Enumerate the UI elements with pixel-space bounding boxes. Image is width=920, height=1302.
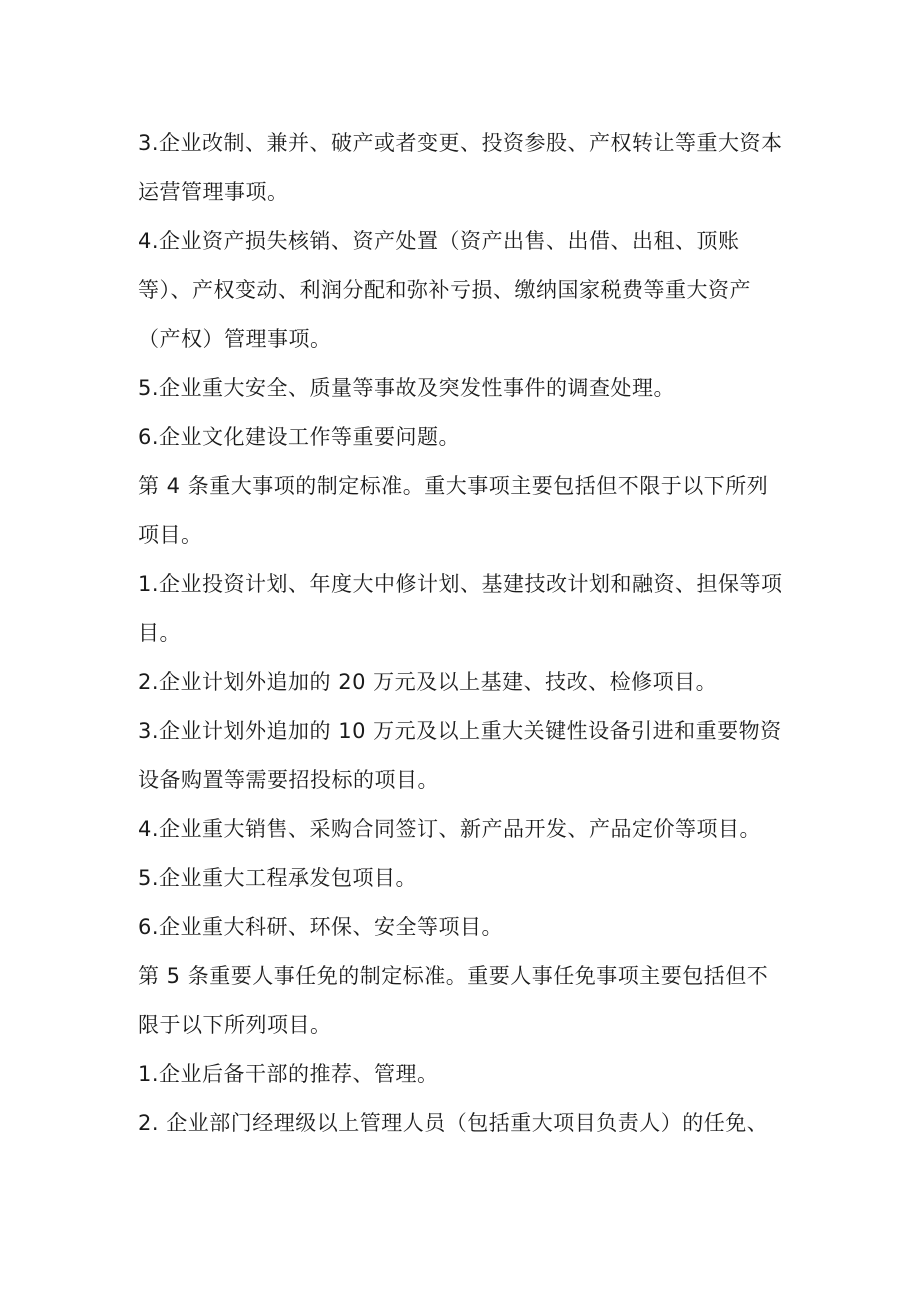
text-line-5: （产权）管理事项。 — [138, 327, 332, 351]
text-line-14: 设备购置等需要招投标的项目。 — [138, 768, 439, 792]
text-line-18: 第 5 条重要人事任免的制定标准。重要人事任免事项主要包括但不 — [138, 964, 769, 988]
text-line-13: 3.企业计划外追加的 10 万元及以上重大关键性设备引进和重要物资 — [138, 719, 782, 743]
text-line-16: 5.企业重大工程承发包项目。 — [138, 866, 418, 890]
text-line-10: 1.企业投资计划、年度大中修计划、基建技改计划和融资、担保等项 — [138, 572, 783, 596]
text-line-17: 6.企业重大科研、环保、安全等项目。 — [138, 915, 504, 939]
text-line-4: 等）、产权变动、利润分配和弥补亏损、缴纳国家税费等重大资产 — [138, 278, 751, 302]
text-line-8: 第 4 条重大事项的制定标准。重大事项主要包括但不限于以下所列 — [138, 474, 769, 498]
text-line-6: 5.企业重大安全、质量等事故及突发性事件的调查处理。 — [138, 376, 676, 400]
text-line-2: 运营管理事项。 — [138, 180, 289, 204]
text-line-1: 3.企业改制、兼并、破产或者变更、投资参股、产权转让等重大资本 — [138, 131, 783, 155]
text-line-15: 4.企业重大销售、采购合同签订、新产品开发、产品定价等项目。 — [138, 817, 762, 841]
text-line-7: 6.企业文化建设工作等重要问题。 — [138, 425, 461, 449]
text-line-11: 目。 — [138, 621, 181, 645]
document-body — [138, 119, 798, 1148]
text-line-12: 2.企业计划外追加的 20 万元及以上基建、技改、检修项目。 — [138, 670, 718, 694]
text-line-19: 限于以下所列项目。 — [138, 1013, 332, 1037]
text-line-9: 项目。 — [138, 523, 203, 547]
text-line-3: 4.企业资产损失核销、资产处置（资产出售、出借、出租、顶账 — [138, 229, 740, 253]
text-line-20: 1.企业后备干部的推荐、管理。 — [138, 1062, 439, 1086]
text-line-21: 2. 企业部门经理级以上管理人员（包括重大项目负责人）的任免、 — [138, 1111, 769, 1135]
